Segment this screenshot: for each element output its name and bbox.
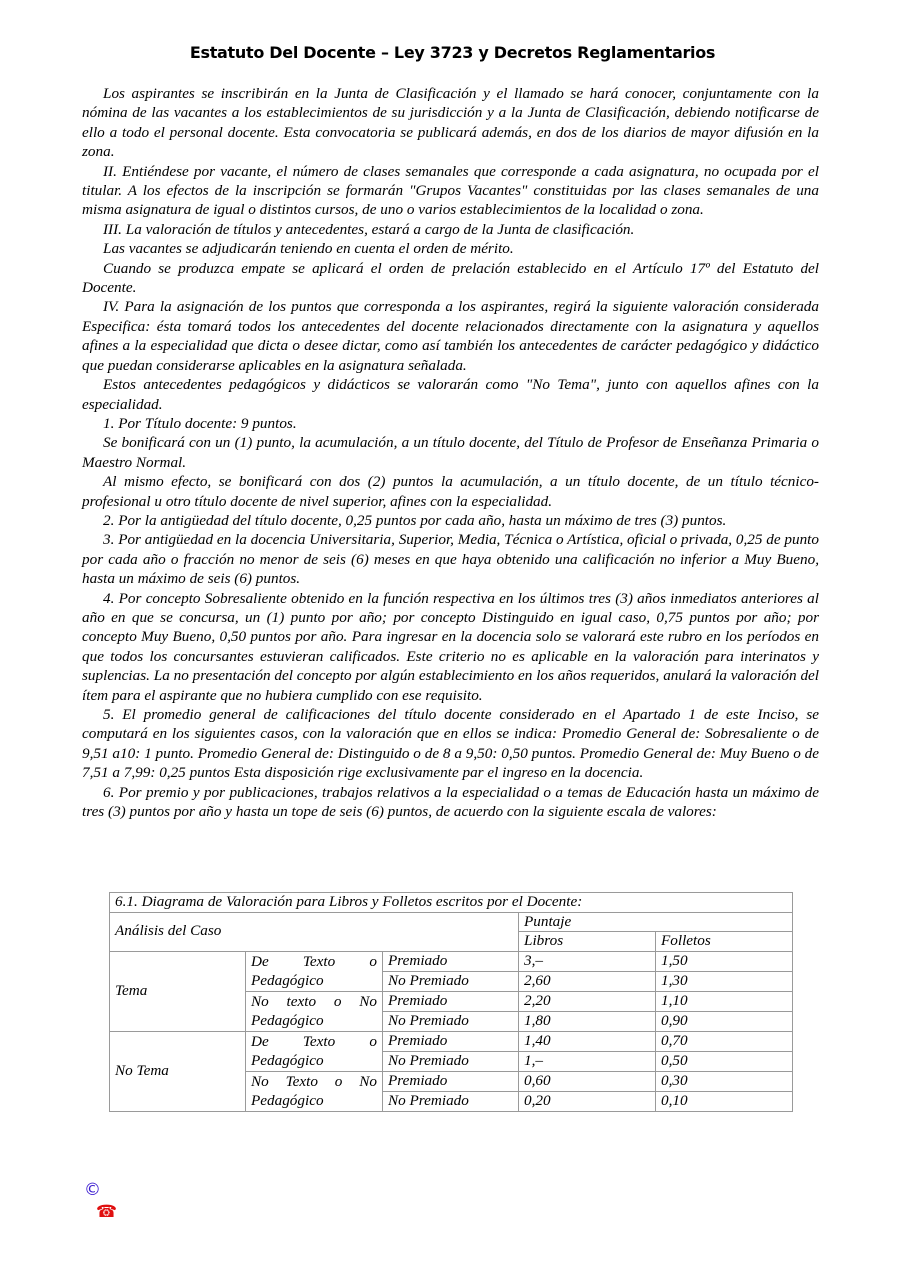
paragraph: 1. Por Título docente: 9 puntos.: [103, 414, 297, 432]
table-caption-row: [110, 893, 793, 913]
paragraph: Estos antecedentes pedagógicos y didácticos se valorarán como "No Tema", junto con aquellos afines con la especialidad.: [82, 376, 819, 413]
brochures-header: Folletos: [656, 932, 793, 952]
subgroup-label: No Texto o No Pedagógico: [246, 1071, 383, 1111]
paragraph: 3. Por antigüedad en la docencia Universitaria, Superior, Media, Técnica o Artística, oficial o privada, 0,25 de punto por cada año o fracción no menor de seis (6) meses en que haya obtenido una calificación no inferior a Muy Bueno, hasta un máximo de seis (6) puntos.: [82, 531, 819, 588]
brochures-cell: 0,10: [656, 1091, 793, 1111]
books-cell: 1,40: [519, 1031, 656, 1051]
paragraph: Cuando se produzca empate se aplicará el orden de prelación establecido en el Artículo 17º del Estatuto del Docente.: [82, 259, 819, 297]
brochures-cell: 1,50: [656, 951, 793, 971]
paragraph: 2. Por la antigüedad del título docente, 0,25 puntos por cada año, hasta un máximo de tres (3) puntos.: [103, 511, 727, 529]
subgroup-label: De Texto o Pedagógico: [246, 1031, 383, 1071]
paragraph: Las vacantes se adjudicarán teniendo en cuenta el orden de mérito.: [103, 240, 514, 258]
books-cell: 1,80: [519, 1011, 656, 1031]
books-header: Libros: [519, 932, 656, 952]
score-header: Puntaje: [519, 912, 793, 932]
group-label: Tema: [110, 951, 246, 1031]
brochures-cell: 0,50: [656, 1051, 793, 1071]
table-row: [110, 951, 793, 971]
brochures-cell: 1,30: [656, 971, 793, 991]
status-cell: Premiado: [383, 951, 519, 971]
paragraph: III. La valoración de títulos y antecedentes, estará a cargo de la Junta de clasificación.: [103, 220, 635, 238]
table-row: [110, 1031, 793, 1051]
paragraph: Se bonificará con un (1) punto, la acumulación, a un título docente, del Título de Profesor de Enseñanza Primaria o Maestro Normal.: [82, 434, 819, 471]
paragraph: 4. Por concepto Sobresaliente obtenido en la función respectiva en los últimos tres (3) años inmediatos anteriores al año en que se concursa, un (1) punto por año; por concepto Distinguido en igual caso, 0,75 puntos por año; por concepto Muy Bueno, 0,50 puntos por año. Para ingresar en la docencia solo se valorará este rubro en los períodos en que todos los concursantes estuvieran calificados. Este criterio no es aplicable en la valoración para interinatos y suplencias. La no presentación del concepto por algún establecimiento en los años requeridos, anulará la valoración del ítem para el aspirante que no hubiera cumplido con ese requisito.: [82, 589, 819, 704]
status-cell: No Premiado: [383, 1011, 519, 1031]
status-cell: Premiado: [383, 991, 519, 1011]
page-title: Estatuto Del Docente – Ley 3723 y Decretos Reglamentarios: [189, 43, 716, 62]
status-cell: Premiado: [383, 1031, 519, 1051]
books-cell: 2,60: [519, 971, 656, 991]
brochures-cell: 0,70: [656, 1031, 793, 1051]
status-cell: No Premiado: [383, 971, 519, 991]
books-cell: 0,20: [519, 1091, 656, 1111]
analysis-header: Análisis del Caso: [110, 912, 519, 951]
table-caption: 6.1. Diagrama de Valoración para Libros y Folletos escritos por el Docente:: [110, 893, 793, 913]
paragraph: IV. Para la asignación de los puntos que corresponda a los aspirantes, regirá la siguiente valoración considerada Especifica: ésta tomará todos los antecedentes del docente relacionados directamente con la asignatura y aquellos afines a la especialidad que dicta o desee dictar, como así también los antecedentes de carácter pedagógico y didáctico que puedan considerarse aplicables en la asignatura señalada.: [82, 298, 819, 374]
paragraph: II. Entiéndese por vacante, el número de clases semanales que corresponde a cada asignatura, no ocupada por el titular. A los efectos de la inscripción se formarán "Grupos Vacantes" constituidas por las clases semanales de una misma asignatura de igual o distintos cursos, de uno o varios establecimientos de la localidad o zona.: [82, 162, 819, 219]
status-cell: No Premiado: [383, 1091, 519, 1111]
copyright-icon: ©: [84, 1180, 101, 1200]
paragraph: 6. Por premio y por publicaciones, trabajos relativos a la especialidad o a temas de Educación hasta un máximo de tres (3) puntos por año y hasta un tope de seis (6) puntos, de acuerdo con la siguiente escala de valores:: [82, 783, 819, 821]
brochures-cell: 0,90: [656, 1011, 793, 1031]
status-cell: Premiado: [383, 1071, 519, 1091]
books-cell: 1,–: [519, 1051, 656, 1071]
brochures-cell: 1,10: [656, 991, 793, 1011]
status-cell: No Premiado: [383, 1051, 519, 1071]
valuation-table: [109, 892, 793, 1112]
books-cell: 3,–: [519, 951, 656, 971]
paragraph: Al mismo efecto, se bonificará con dos (2) puntos la acumulación, a un título docente, de un título técnico-profesional u otro título docente de nivel superior, afines con la especialidad.: [82, 473, 819, 510]
books-cell: 0,60: [519, 1071, 656, 1091]
subgroup-label: No texto o No Pedagógico: [246, 991, 383, 1031]
table-header-row: [110, 912, 793, 932]
document-body: [82, 84, 819, 821]
group-label: No Tema: [110, 1031, 246, 1111]
brochures-cell: 0,30: [656, 1071, 793, 1091]
paragraph: Los aspirantes se inscribirán en la Junta de Clasificación y el llamado se hará conocer, conjuntamente con la nómina de las vacantes a los establecimientos de su jurisdicción y a la Junta de Clasificación, debiendo notificarse de ello a todo el personal docente. Esta convocatoria se publicará además, en dos de los diarios de mayor difusión en la zona.: [82, 85, 819, 161]
subgroup-label: De Texto o Pedagógico: [246, 951, 383, 991]
telephone-icon: ☎: [96, 1202, 118, 1222]
paragraph: 5. El promedio general de calificaciones del título docente considerado en el Apartado 1 de este Inciso, se computará en los siguientes casos, con la valoración que en ellos se indica: Promedio General de: Sobresaliente o de 9,51 a10: 1 punto. Promedio General de: Distinguido o de 8 a 9,50: 0,50 puntos. Promedio General de: Muy Bueno o de 7,51 a 7,99: 0,25 puntos Esta disposición rige exclusivamente par el ingreso en la docencia.: [82, 706, 819, 782]
books-cell: 2,20: [519, 991, 656, 1011]
